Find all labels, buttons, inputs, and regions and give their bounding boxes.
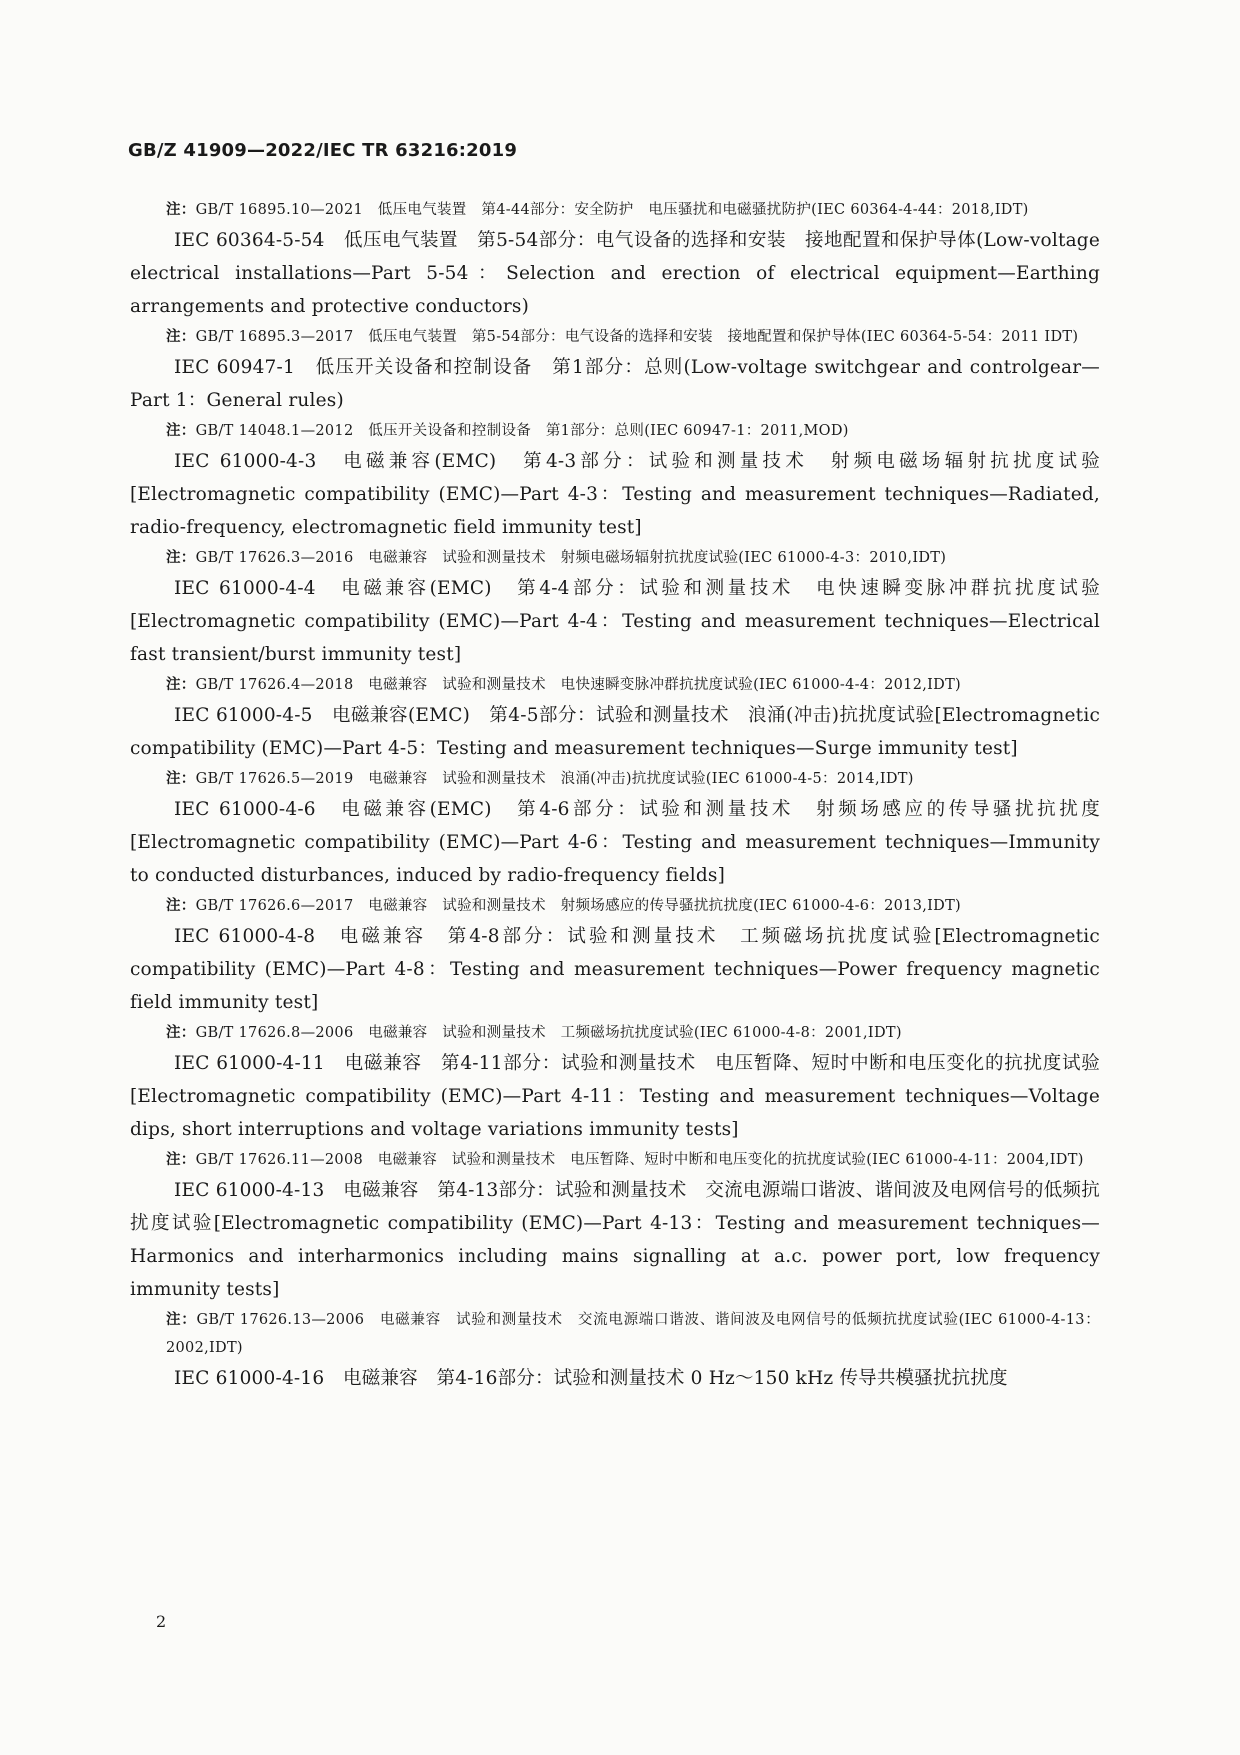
note-label: 注： [166,328,196,345]
reference-entry: IEC 61000-4-8 电磁兼容 第4-8部分：试验和测量技术 工频磁场抗扰度试验[Electromagnetic compatibility (EMC)—Part 4-8：Testing and measurement techniques—Power frequency magnetic field immunity test] [130,926,1100,1013]
note-label: 注： [166,422,196,439]
reference-entry: IEC 61000-4-16 电磁兼容 第4-16部分：试验和测量技术 0 Hz～150 kHz 传导共模骚扰抗扰度 [174,1368,1008,1389]
note-label: 注： [166,549,196,566]
note-label: 注： [166,897,196,914]
reference-entry: IEC 61000-4-13 电磁兼容 第4-13部分：试验和测量技术 交流电源端口谐波、谐间波及电网信号的低频抗扰度试验[Electromagnetic compatibility (EMC)—Part 4-13：Testing and measurement techniques—Harmonics and interharmonics including mains signalling at a.c. power port, low frequency immunity tests] [130,1180,1100,1300]
page-number: 2 [156,1612,167,1631]
note-entry: 注：GB/T 17626.4—2018 电磁兼容 试验和测量技术 电快速瞬变脉冲群抗扰度试验(IEC 61000-4-4：2012,IDT) [166,676,962,693]
note-label: 注： [166,676,196,693]
reference-entry: IEC 61000-4-11 电磁兼容 第4-11部分：试验和测量技术 电压暂降、短时中断和电压变化的抗扰度试验[Electromagnetic compatibility (EMC)—Part 4-11：Testing and measurement techniques—Voltage dips, short interruptions and voltage variations immunity tests] [130,1053,1100,1140]
note-entry: 注：GB/T 17626.11—2008 电磁兼容 试验和测量技术 电压暂降、短时中断和电压变化的抗扰度试验(IEC 61000-4-11：2004,IDT) [166,1151,1084,1168]
note-entry: 注：GB/T 16895.10—2021 低压电气装置 第4-44部分：安全防护 电压骚扰和电磁骚扰防护(IEC 60364-4-44：2018,IDT) [166,201,1029,218]
note-entry: 注：GB/T 17626.3—2016 电磁兼容 试验和测量技术 射频电磁场辐射抗扰度试验(IEC 61000-4-3：2010,IDT) [166,549,947,566]
note-entry: 注：GB/T 17626.6—2017 电磁兼容 试验和测量技术 射频场感应的传导骚扰抗扰度(IEC 61000-4-6：2013,IDT) [166,897,962,914]
reference-entry: IEC 61000-4-3 电磁兼容(EMC) 第4-3部分：试验和测量技术 射频电磁场辐射抗扰度试验[Electromagnetic compatibility (EMC)—Part 4-3：Testing and measurement techniques—Radiated, radio-frequency, electromagnetic field immunity test] [130,451,1100,538]
reference-entry: IEC 61000-4-6 电磁兼容(EMC) 第4-6部分：试验和测量技术 射频场感应的传导骚扰抗扰度[Electromagnetic compatibility (EMC)—Part 4-6：Testing and measurement techniques—Immunity to conducted disturbances, induced by radio-frequency fields] [130,799,1100,886]
document-header: GB/Z 41909—2022/IEC TR 63216:2019 [128,140,518,161]
note-entry: 注：GB/T 17626.8—2006 电磁兼容 试验和测量技术 工频磁场抗扰度试验(IEC 61000-4-8：2001,IDT) [166,1024,902,1041]
note-label: 注： [166,770,196,787]
reference-entry: IEC 61000-4-5 电磁兼容(EMC) 第4-5部分：试验和测量技术 浪涌(冲击)抗扰度试验[Electromagnetic compatibility (EMC)—Part 4-5：Testing and measurement techniques—Surge immunity test] [130,705,1100,759]
note-entry: 注：GB/T 17626.5—2019 电磁兼容 试验和测量技术 浪涌(冲击)抗扰度试验(IEC 61000-4-5：2014,IDT) [166,770,914,787]
note-entry: 注：GB/T 17626.13—2006 电磁兼容 试验和测量技术 交流电源端口谐波、谐间波及电网信号的低频抗扰度试验(IEC 61000-4-13：2002,IDT) [166,1311,1100,1356]
reference-list [130,196,1100,1395]
note-label: 注： [166,1024,196,1041]
reference-entry: IEC 60947-1 低压开关设备和控制设备 第1部分：总则(Low-voltage switchgear and controlgear—Part 1：General rules) [130,357,1100,411]
reference-entry: IEC 60364-5-54 低压电气装置 第5-54部分：电气设备的选择和安装 接地配置和保护导体(Low-voltage electrical installations—Part 5-54：Selection and erection of electrical equipment—Earthing arrangements and protective conductors) [130,230,1100,317]
note-label: 注： [166,201,196,218]
reference-entry: IEC 61000-4-4 电磁兼容(EMC) 第4-4部分：试验和测量技术 电快速瞬变脉冲群抗扰度试验[Electromagnetic compatibility (EMC)—Part 4-4：Testing and measurement techniques—Electrical fast transient/burst immunity test] [130,578,1100,665]
note-label: 注： [166,1311,197,1328]
note-entry: 注：GB/T 16895.3—2017 低压电气装置 第5-54部分：电气设备的选择和安装 接地配置和保护导体(IEC 60364-5-54：2011 IDT) [166,328,1079,345]
note-label: 注： [166,1151,196,1168]
note-entry: 注：GB/T 14048.1—2012 低压开关设备和控制设备 第1部分：总则(IEC 60947-1：2011,MOD) [166,422,849,439]
